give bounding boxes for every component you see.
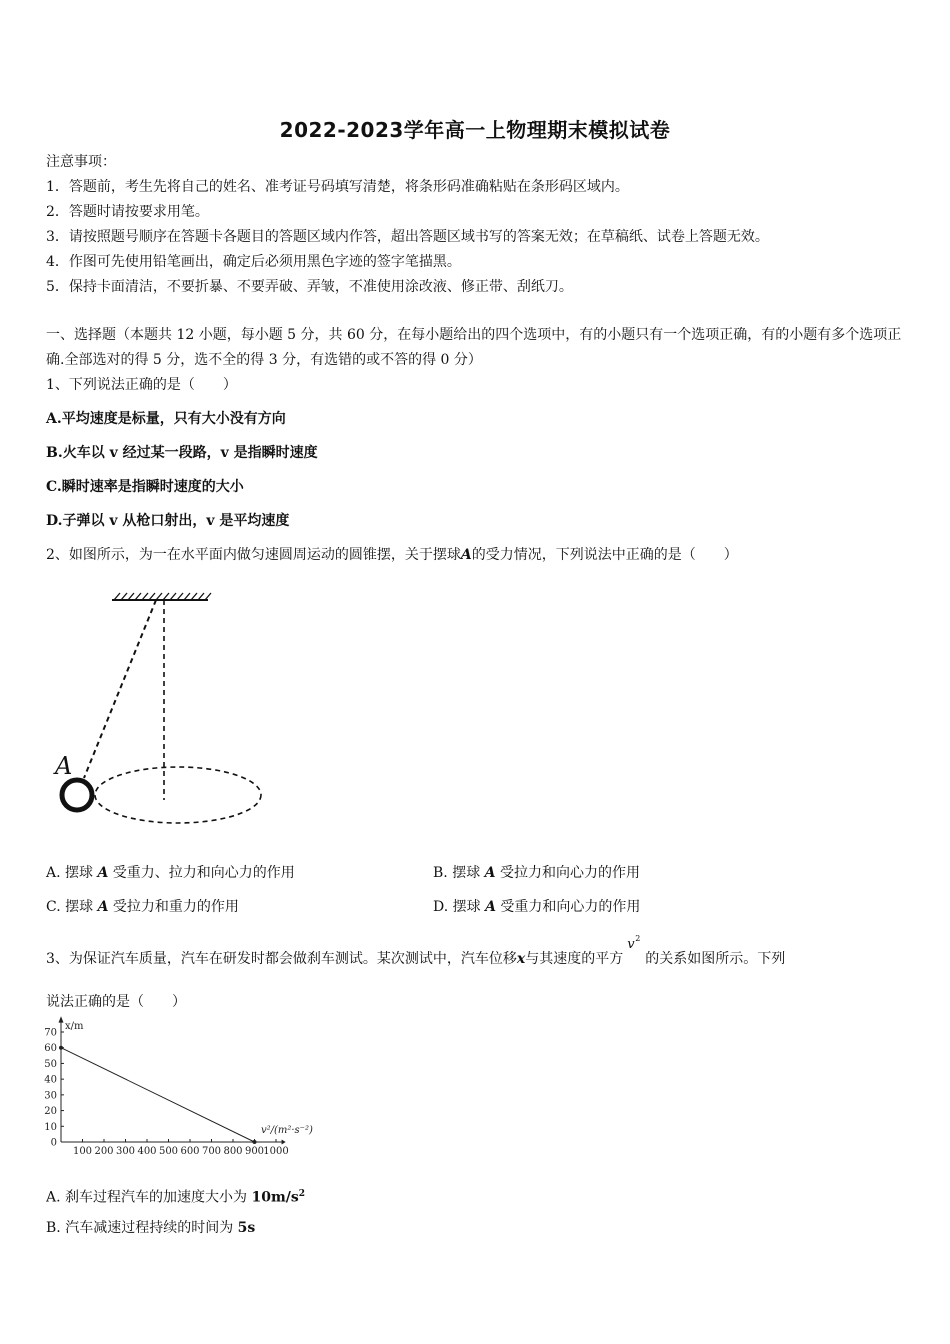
q2-option-c-var: A — [97, 899, 109, 915]
x-tick-label: 100 — [72, 1146, 93, 1157]
y-tick-label: 30 — [44, 1090, 57, 1102]
q3-option-b-value: 5s — [237, 1220, 256, 1236]
y-tick-label: 50 — [44, 1058, 57, 1070]
q2-option-b-post: 受拉力和向心力的作用 — [495, 865, 640, 881]
y-tick-label: 60 — [44, 1043, 57, 1055]
x-axis-arrow — [282, 1140, 286, 1145]
data-point — [253, 1140, 257, 1144]
q2-option-b-pre: B. 摆球 — [433, 865, 485, 881]
q1-option-a: A.平均速度是标量，只有大小没有方向 — [46, 411, 286, 427]
q3-option-a-text: A. 刹车过程汽车的加速度大小为 — [46, 1189, 252, 1206]
q3-stem-var: x — [516, 951, 526, 967]
q2-option-a — [46, 862, 295, 882]
q2-option-b-var: A — [484, 865, 496, 881]
x-tick-label: 800 — [223, 1146, 243, 1157]
notice-heading: 注意事项： — [46, 154, 116, 170]
question-3-stem — [46, 934, 786, 969]
q2-option-a-post: 受重力、拉力和向心力的作用 — [108, 865, 295, 881]
ball-label: A — [55, 752, 73, 780]
y-tick-label: 20 — [44, 1106, 57, 1118]
x-tick-label: 700 — [201, 1146, 222, 1157]
displacement-vs-speed-squared-chart — [40, 1020, 330, 1160]
y-tick-label: 70 — [44, 1027, 57, 1039]
chart-axes — [59, 1016, 286, 1144]
notice-item: 4．作图可先使用铅笔画出，确定后必须用黑色字迹的签字笔描黑。 — [46, 254, 461, 270]
x-tick-label: 400 — [137, 1146, 157, 1157]
x-tick-label: 200 — [94, 1146, 114, 1157]
v-symbol: v — [627, 937, 635, 952]
q2-option-c-pre: C. 摆球 — [46, 899, 98, 915]
q3-option-a — [46, 1184, 305, 1208]
q2-stem-post: 的受力情况，下列说法中正确的是（ ） — [471, 547, 738, 563]
x-tick-label: 1000 — [263, 1146, 289, 1157]
page-title: 2022-2023学年高一上物理期末模拟试卷 — [279, 118, 671, 142]
notice-item: 2．答题时请按要求用笔。 — [46, 204, 209, 220]
x-axis-label: v²/(m²·s⁻²) — [260, 1125, 313, 1136]
q2-option-d-pre: D. 摆球 — [433, 899, 486, 915]
y-tick-label: 40 — [44, 1074, 57, 1086]
notice-item: 1．答题前，考生先将自己的姓名、准考证号码填写清楚，将条形码准确粘贴在条形码区域内。 — [46, 179, 629, 195]
series-line — [61, 1048, 255, 1142]
q3-stem-mid: 与其速度的平方 — [525, 951, 624, 967]
x-tick-label: 500 — [158, 1146, 179, 1157]
conical-pendulum-figure — [50, 588, 280, 833]
chart-series — [59, 1046, 257, 1144]
y-tick-label: 10 — [44, 1121, 57, 1133]
q3-stem-pre: 3、为保证汽车质量，汽车在研发时都会做刹车测试。某次测试中，汽车位移 — [46, 951, 517, 967]
q2-option-d — [433, 896, 640, 916]
question-3-stem-line2: 说法正确的是（ ） — [46, 994, 186, 1010]
notice-item: 3．请按照题号顺序在答题卡各题目的答题区域内作答，超出答题区域书写的答案无效；在草稿纸、试卷上答题无效。 — [46, 229, 769, 245]
x-tick-label: 900 — [244, 1146, 265, 1157]
question-2-stem — [46, 545, 738, 565]
pendulum-string — [84, 600, 156, 778]
q3-option-a-value: 10m/s — [251, 1189, 299, 1206]
question-1-stem: 1、下列说法正确的是（ ） — [46, 377, 237, 393]
q2-option-c — [46, 896, 239, 916]
y-axis-arrow — [59, 1016, 64, 1022]
q3-option-b-text: B. 汽车减速过程持续的时间为 — [46, 1220, 238, 1236]
q1-option-d: D.子弹以 v 从枪口射出，v 是平均速度 — [46, 513, 290, 529]
q2-option-d-var: A — [485, 899, 496, 915]
section-header: 一、选择题（本题共 12 小题，每小题 5 分，共 60 分，在每小题给出的四个选项中，有的小题只有一个选项正确，有的小题有多个选项正确.全部选对的得 5 分，选不全的得 3 分，有选错的或不答的得 0 分） — [46, 327, 902, 368]
q3-option-a-exponent: 2 — [298, 1189, 306, 1199]
ceiling-support — [112, 593, 211, 600]
x-tick-label: 300 — [115, 1146, 136, 1157]
q2-stem-pre: 2、如图所示，为一在水平面内做匀速圆周运动的圆锥摆，关于摆球 — [46, 547, 461, 563]
pendulum-ball — [62, 780, 92, 810]
notice-item: 5．保持卡面清洁，不要折暴、不要弄破、弄皱，不准使用涂改液、修正带、刮纸刀。 — [46, 279, 573, 295]
q3-option-b — [46, 1218, 255, 1238]
v-squared-symbol — [623, 934, 645, 963]
data-point — [59, 1046, 63, 1050]
q2-stem-var: A — [460, 547, 472, 563]
q1-option-c: C.瞬时速率是指瞬时速度的大小 — [46, 479, 244, 495]
x-tick-label: 600 — [180, 1146, 200, 1157]
circular-path — [95, 767, 261, 823]
v-symbol-exponent: 2 — [635, 934, 641, 943]
y-axis-label: x/m — [65, 1020, 84, 1032]
q2-option-a-var: A — [97, 865, 109, 881]
q2-option-d-post: 受重力和向心力的作用 — [495, 899, 641, 915]
q1-option-b: B.火车以 v 经过某一段路，v 是指瞬时速度 — [46, 445, 318, 461]
chart-ticks — [44, 1028, 288, 1158]
y-tick-label: 0 — [50, 1137, 57, 1149]
q2-option-c-post: 受拉力和重力的作用 — [108, 899, 239, 915]
q3-stem-post: 的关系如图所示。下列 — [645, 951, 786, 967]
q2-option-b — [433, 862, 640, 882]
q2-option-a-pre: A. 摆球 — [46, 865, 98, 881]
